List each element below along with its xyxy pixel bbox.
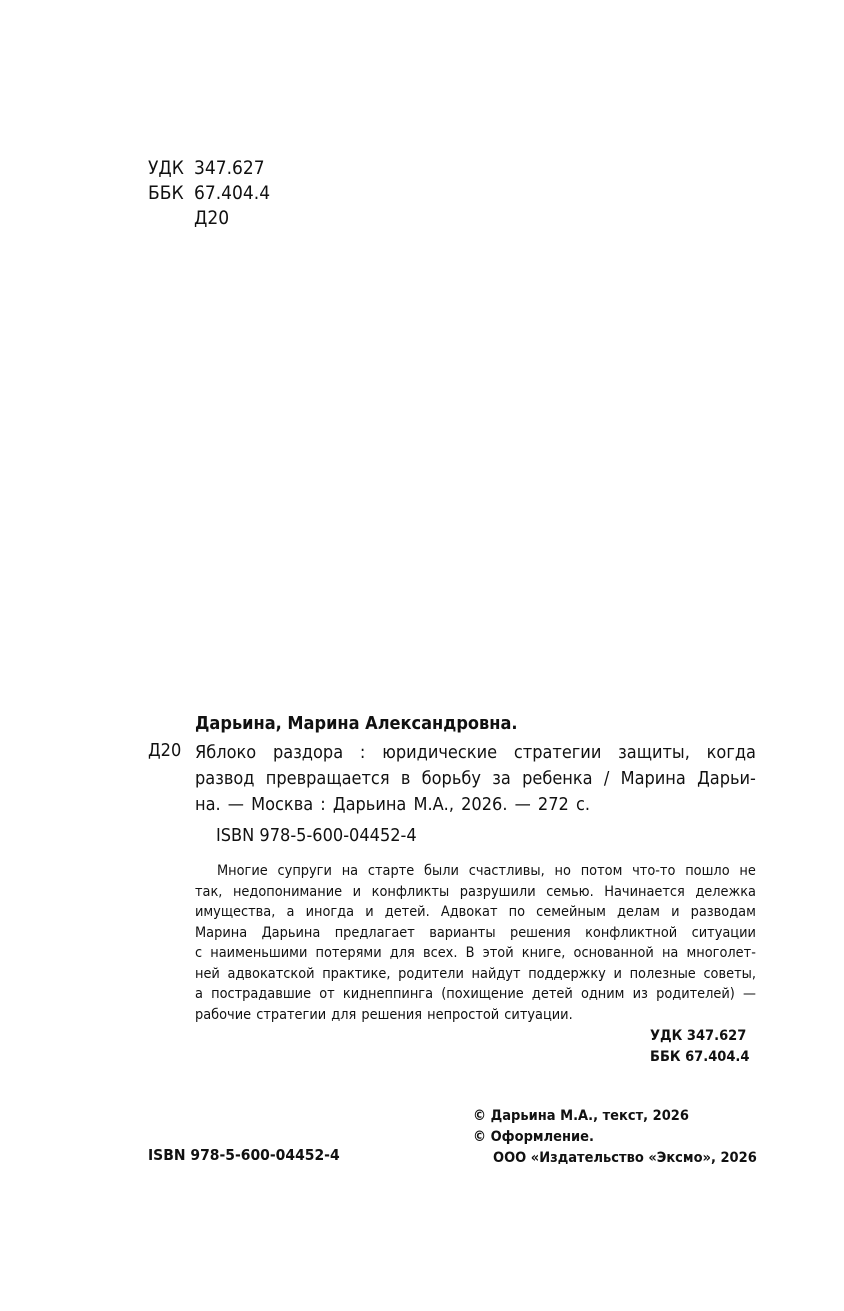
word: Марина bbox=[195, 924, 248, 941]
annotation-line bbox=[195, 861, 756, 882]
word: имущества, bbox=[195, 904, 276, 920]
word: старте bbox=[367, 863, 415, 879]
word: были bbox=[424, 863, 459, 879]
word: супруги bbox=[277, 863, 332, 879]
word: ребенка bbox=[522, 768, 593, 789]
word: юридические bbox=[382, 742, 498, 763]
word: пострадавшие bbox=[211, 986, 312, 1002]
description-line: на. — Москва : Дарьина М.А., 2026. — 272 с. bbox=[195, 794, 591, 815]
word: делам bbox=[617, 904, 660, 920]
catalog-code: Д20 bbox=[148, 740, 182, 761]
bottom-bbk: ББК 67.404.4 bbox=[650, 1049, 750, 1065]
word: решения bbox=[509, 924, 571, 941]
word: / bbox=[603, 768, 610, 789]
bibliographic-description bbox=[195, 740, 756, 818]
word: что-то bbox=[632, 863, 676, 879]
copyright-block bbox=[473, 1106, 757, 1169]
word: в bbox=[400, 768, 411, 789]
annotation-line bbox=[195, 882, 756, 903]
word: потерями bbox=[315, 945, 382, 961]
word: Дарьина bbox=[261, 924, 321, 941]
word: но bbox=[554, 863, 571, 879]
word: разрушили bbox=[459, 883, 536, 900]
word: предлагает bbox=[334, 924, 415, 941]
word: Марина bbox=[620, 768, 686, 789]
word: не bbox=[739, 863, 756, 879]
word: киднеппинга bbox=[342, 986, 434, 1002]
annotation bbox=[195, 861, 756, 1025]
word: превращается bbox=[265, 768, 390, 789]
word: разводам bbox=[690, 904, 756, 920]
bottom-classification-codes bbox=[650, 1026, 749, 1068]
word: развод bbox=[195, 768, 255, 789]
word: всех. bbox=[422, 945, 458, 961]
copyright-text: © Дарьина М.А., текст, 2026 bbox=[473, 1108, 689, 1124]
word: Яблоко bbox=[195, 742, 257, 763]
word: счастливы, bbox=[468, 863, 545, 879]
word: и bbox=[613, 965, 622, 982]
word: и bbox=[671, 904, 680, 920]
word: с bbox=[195, 945, 203, 961]
word: найдут bbox=[471, 965, 521, 982]
copyright-design: © Оформление. bbox=[473, 1129, 594, 1145]
word: недопонимание bbox=[232, 883, 343, 900]
word: стратегии bbox=[513, 742, 602, 763]
word: и bbox=[365, 904, 374, 920]
classification-codes bbox=[148, 156, 270, 231]
bottom-udk: УДК 347.627 bbox=[650, 1028, 747, 1044]
isbn-bottom: ISBN 978-5-600-04452-4 bbox=[148, 1146, 340, 1164]
word: полезные bbox=[629, 965, 696, 982]
word: поддержку bbox=[528, 965, 606, 982]
word: так, bbox=[195, 883, 223, 900]
word: когда bbox=[706, 742, 756, 763]
word: от bbox=[319, 986, 335, 1002]
author-heading: Дарьина, Марина Александровна. bbox=[195, 713, 518, 734]
word: ней bbox=[195, 965, 220, 982]
description-line bbox=[195, 740, 756, 766]
word: семейным bbox=[536, 904, 606, 920]
author-sign-row bbox=[148, 206, 270, 231]
word: и bbox=[352, 883, 362, 900]
word: семью. bbox=[546, 883, 594, 900]
udk-row bbox=[148, 156, 270, 181]
word: наименьшими bbox=[210, 945, 308, 961]
copyright-publisher: ООО «Издательство «Эксмо», 2026 bbox=[493, 1150, 757, 1166]
word: практике, bbox=[322, 965, 391, 982]
word: родителей) bbox=[656, 986, 735, 1002]
word: раздора bbox=[272, 742, 344, 763]
word: на bbox=[661, 945, 679, 961]
word: ситуации bbox=[691, 924, 756, 941]
isbn-line: ISBN 978-5-600-04452-4 bbox=[216, 825, 417, 846]
word: детей. bbox=[384, 904, 430, 920]
word: из bbox=[632, 986, 648, 1002]
word: основанной bbox=[573, 945, 654, 961]
word: советы, bbox=[703, 965, 756, 982]
word: родители bbox=[398, 965, 464, 982]
word: Начинается bbox=[604, 883, 685, 900]
bbk-label: ББК bbox=[148, 182, 184, 204]
word: а bbox=[286, 904, 295, 920]
word: многолет- bbox=[686, 945, 756, 961]
word: дележка bbox=[695, 883, 756, 900]
udk-value: 347.627 bbox=[194, 157, 265, 179]
annotation-line bbox=[195, 902, 756, 923]
author-sign-value: Д20 bbox=[194, 207, 230, 229]
word: конфликты bbox=[371, 883, 450, 900]
word: (похищение bbox=[441, 986, 524, 1002]
author-sign-label bbox=[148, 206, 194, 231]
description-line bbox=[195, 766, 756, 792]
word: пошло bbox=[685, 863, 730, 879]
word: этой bbox=[482, 945, 514, 961]
word: В bbox=[465, 945, 475, 961]
word: конфликтной bbox=[585, 924, 678, 941]
word: защиты, bbox=[618, 742, 690, 763]
udk-label: УДК bbox=[148, 157, 184, 179]
word: — bbox=[743, 986, 756, 1002]
annotation-line bbox=[195, 984, 756, 1005]
word: Многие bbox=[217, 863, 268, 879]
word: для bbox=[389, 945, 415, 961]
word: а bbox=[195, 986, 203, 1002]
word: детей bbox=[531, 986, 573, 1002]
word: адвокатской bbox=[227, 965, 315, 982]
annotation-line bbox=[195, 943, 756, 964]
word: за bbox=[492, 768, 511, 789]
word: одним bbox=[580, 986, 625, 1002]
bbk-row bbox=[148, 181, 270, 206]
word: Дарьи- bbox=[697, 768, 756, 789]
word: иногда bbox=[305, 904, 355, 920]
word: потом bbox=[580, 863, 623, 879]
word: Адвокат bbox=[440, 904, 498, 920]
bbk-value: 67.404.4 bbox=[194, 182, 271, 204]
annotation-line bbox=[195, 964, 756, 985]
word: на bbox=[341, 863, 359, 879]
word: варианты bbox=[429, 924, 496, 941]
word: борьбу bbox=[421, 768, 481, 789]
word: : bbox=[359, 742, 366, 763]
annotation-line bbox=[195, 923, 756, 944]
word: по bbox=[508, 904, 526, 920]
annotation-line: рабочие стратегии для решения непростой ситуации. bbox=[195, 1006, 573, 1023]
word: книге, bbox=[521, 945, 566, 961]
